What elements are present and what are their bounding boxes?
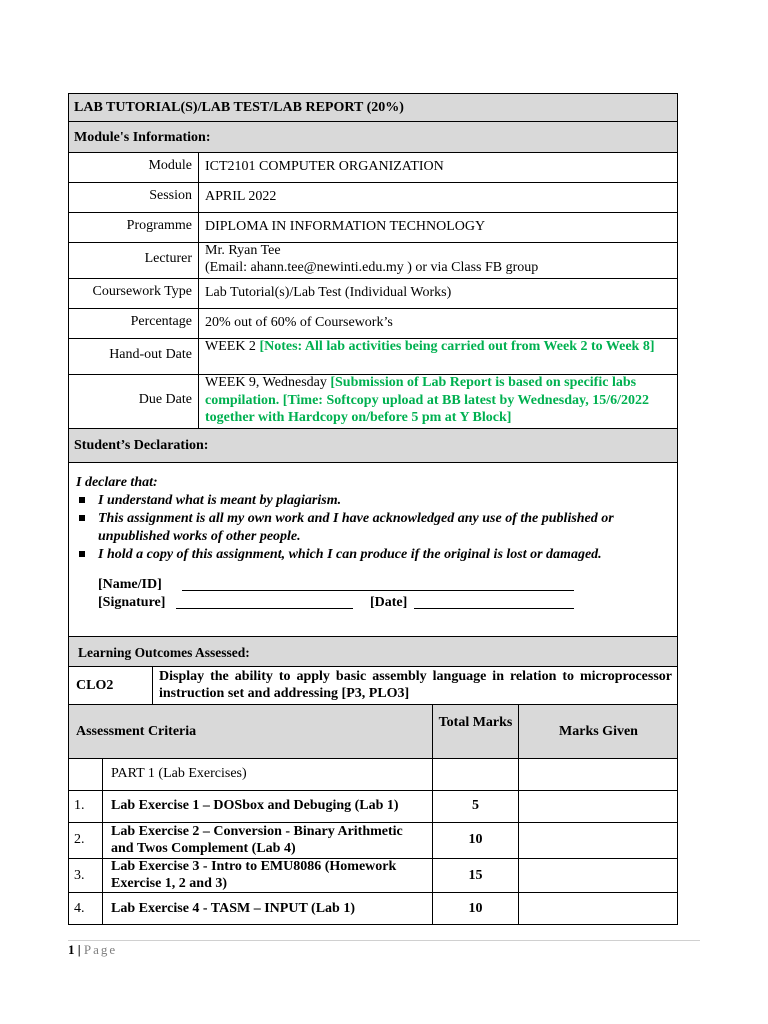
row-number: 4.: [74, 901, 85, 916]
page-number: 1: [68, 942, 75, 957]
col-marks-given: Marks Given: [559, 724, 638, 739]
page-footer: [68, 942, 117, 958]
row-number: 1.: [74, 798, 85, 813]
programme-value: DIPLOMA IN INFORMATION TECHNOLOGY: [205, 219, 486, 234]
due-week: WEEK 9, Wednesday: [205, 375, 327, 390]
date-field[interactable]: [414, 608, 574, 609]
clo-code: CLO2: [76, 678, 114, 693]
due-date-label: Due Date: [138, 392, 192, 407]
row-total-marks: 15: [468, 868, 483, 883]
declaration-body: [68, 462, 678, 636]
programme-row: [68, 212, 678, 242]
name-id-label: [Name/ID]: [98, 577, 162, 592]
due-date-row: [68, 374, 678, 428]
session-row: [68, 182, 678, 212]
footer-divider: [68, 940, 700, 941]
lecturer-row: [68, 242, 678, 278]
outcomes-header-row: [68, 636, 678, 666]
form-title: LAB TUTORIAL(S)/LAB TEST/LAB REPORT (20%): [74, 100, 404, 115]
percentage-value: 20% out of 60% of Coursework’s: [205, 315, 393, 330]
module-label: Module: [148, 158, 192, 173]
marks-given-cell[interactable]: [518, 758, 678, 790]
marks-given-cell[interactable]: [518, 790, 678, 822]
page-word: Page: [83, 942, 118, 957]
table-row: [68, 892, 678, 925]
declaration-intro: I declare that:: [76, 475, 158, 490]
row-criteria: Lab Exercise 2 – Conversion - Binary Arithmetic and Twos Complement (Lab 4): [111, 824, 403, 856]
row-number: 2.: [74, 832, 85, 847]
due-date-value: [205, 374, 674, 427]
signature-label: [Signature]: [98, 595, 166, 610]
col-total-marks: Total Marks: [438, 715, 513, 730]
clo-row: [68, 666, 678, 704]
coursework-type-label: Coursework Type: [92, 284, 192, 299]
outcomes-heading: Learning Outcomes Assessed:: [78, 645, 250, 660]
handout-date-label: Hand-out Date: [109, 347, 192, 362]
declaration-item: This assignment is all my own work and I have acknowledged any use of the published or unpublished works of other people.: [76, 510, 668, 546]
title-row: [68, 93, 678, 121]
row-number: 3.: [74, 868, 85, 883]
handout-date-row: [68, 338, 678, 374]
assessment-header-row: [68, 704, 678, 758]
signature-field[interactable]: [176, 608, 353, 609]
module-value: ICT2101 COMPUTER ORGANIZATION: [205, 159, 444, 174]
marks-given-cell[interactable]: [518, 858, 678, 892]
part-label: PART 1 (Lab Exercises): [111, 766, 247, 781]
table-row: [68, 858, 678, 892]
percentage-row: [68, 308, 678, 338]
declaration-list: [76, 492, 668, 564]
module-info-heading: Module's Information:: [74, 130, 211, 145]
module-info-row: [68, 121, 678, 152]
handout-week: WEEK 2: [205, 339, 256, 354]
session-label: Session: [149, 188, 192, 203]
row-criteria: Lab Exercise 3 - Intro to EMU8086 (Homework Exercise 1, 2 and 3): [111, 859, 397, 891]
lecturer-label: Lecturer: [144, 251, 192, 266]
declaration-heading: Student’s Declaration:: [74, 438, 209, 453]
row-total-marks: 10: [468, 901, 483, 916]
handout-date-value: [205, 338, 674, 355]
lecturer-email: (Email: ahann.tee@newinti.edu.my ) or via Class FB group: [205, 260, 539, 275]
marks-given-cell[interactable]: [518, 822, 678, 858]
session-value: APRIL 2022: [205, 189, 277, 204]
lecturer-name: Mr. Ryan Tee: [205, 243, 281, 258]
clo-description: Display the ability to apply basic assembly language in relation to microprocessor instruction set and addressing [P3, PLO3]: [159, 669, 672, 701]
row-criteria: Lab Exercise 4 - TASM – INPUT (Lab 1): [111, 901, 355, 916]
row-criteria: Lab Exercise 1 – DOSbox and Debuging (Lab 1): [111, 798, 399, 813]
table-row: [68, 822, 678, 858]
table-row: [68, 790, 678, 822]
due-note: [Submission of Lab Report is based on specific labs compilation. [Time: Softcopy upload at BB latest by Wednesday, 15/6/2022 together with Hardcopy on/before 5 pm at Y Block]: [205, 375, 650, 425]
coursework-type-value: Lab Tutorial(s)/Lab Test (Individual Works): [205, 285, 452, 300]
handout-note: [Notes: All lab activities being carried out from Week 2 to Week 8]: [259, 339, 655, 354]
declaration-item: I hold a copy of this assignment, which I can produce if the original is lost or damaged.: [76, 546, 668, 564]
percentage-label: Percentage: [130, 314, 192, 329]
declaration-header-row: [68, 428, 678, 462]
row-total-marks: 10: [468, 832, 483, 847]
coursework-type-row: [68, 278, 678, 308]
date-label: [Date]: [370, 595, 408, 610]
module-row: [68, 152, 678, 182]
name-id-field[interactable]: [182, 590, 574, 591]
col-criteria: Assessment Criteria: [76, 724, 197, 739]
declaration-item: I understand what is meant by plagiarism.: [76, 492, 668, 510]
page-separator: |: [77, 942, 81, 957]
row-total-marks: 5: [472, 798, 479, 813]
programme-label: Programme: [126, 218, 192, 233]
part-row: [68, 758, 678, 790]
marks-given-cell[interactable]: [518, 892, 678, 925]
